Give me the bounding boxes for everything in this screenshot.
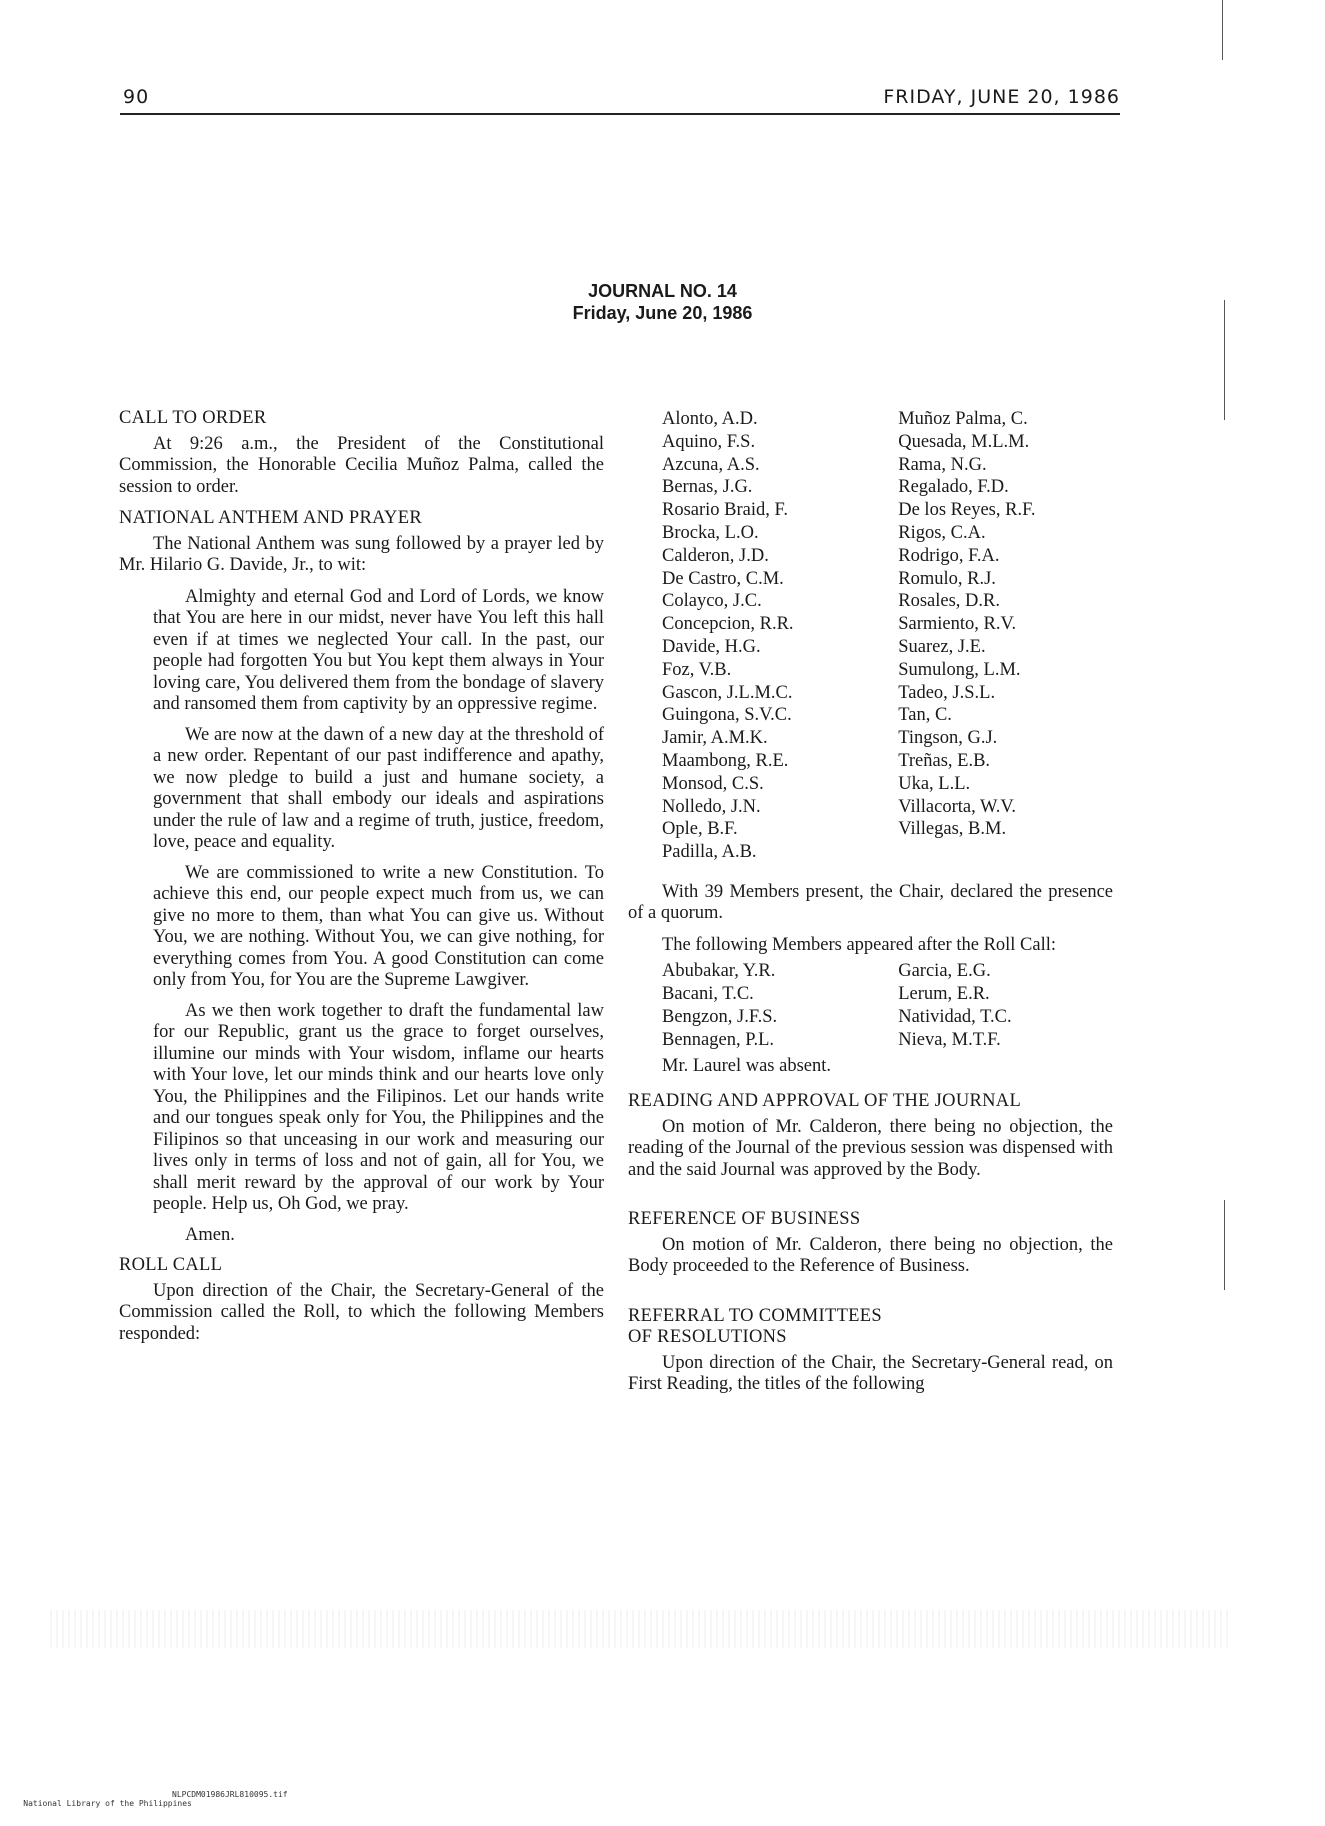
members-column-2 <box>898 408 1113 864</box>
footer-library: National Library of the Philippines <box>23 1799 192 1808</box>
member-name: Davide, H.G. <box>662 636 761 657</box>
scan-artifact <box>50 1610 1230 1648</box>
header-rule <box>120 113 1120 115</box>
prayer-paragraph: As we then work together to draft the fundamental law for our Republic, grant us the grace to forget ourselves, illumine our minds with Your wisdom, inflame our hearts with Your love, let our minds think and our hearts love only You, the Philippines and the Filipinos. Let our hands write and our tongues speak only for You, the Philippines and the Filipinos so that unceasing in our work and measuring our lives only in terms of loss and not of gain, all for You, we shall merit reward by the approval of our work by Your people. Help us, Oh God, we pray. <box>153 1000 604 1214</box>
journal-date: Friday, June 20, 1986 <box>572 303 753 323</box>
member-name: Aquino, F.S. <box>662 431 756 452</box>
journal-approval-text: On motion of Mr. Calderon, there being no objection, the reading of the Journal of the previous session was dispensed with and the said Journal was approved by the Body. <box>628 1116 1113 1180</box>
member-name: Colayco, J.C. <box>662 591 762 612</box>
member-name: Guingona, S.V.C. <box>662 705 792 726</box>
late-members-list <box>662 960 1113 1051</box>
prayer-amen: Amen. <box>185 1224 235 1245</box>
prayer-block <box>153 587 604 1247</box>
member-name: Nolledo, J.N. <box>662 796 761 817</box>
late-member-name: Bennagen, P.L. <box>662 1029 775 1050</box>
late-member-name: Bengzon, J.F.S. <box>662 1007 778 1028</box>
member-name: De los Reyes, R.F. <box>898 500 1036 521</box>
heading-call-to-order: CALL TO ORDER <box>119 408 267 428</box>
members-present-list <box>662 408 1113 864</box>
member-name: Alonto, A.D. <box>662 409 758 429</box>
member-name: Brocka, L.O. <box>662 522 759 543</box>
member-name: Jamir, A.M.K. <box>662 728 768 749</box>
member-name: De Castro, C.M. <box>662 568 784 589</box>
member-name: Quesada, M.L.M. <box>898 431 1030 452</box>
referral-text: Upon direction of the Chair, the Secretary-General read, on First Reading, the titles of the following <box>628 1352 1113 1395</box>
page-number: 90 <box>123 86 150 108</box>
member-name: Rama, N.G. <box>898 454 987 475</box>
heading-anthem-prayer: NATIONAL ANTHEM AND PRAYER <box>119 508 422 528</box>
scan-edge-line <box>1224 1200 1225 1290</box>
left-column <box>119 408 604 1355</box>
member-name: Tingson, G.J. <box>898 728 998 749</box>
scan-edge-line <box>1224 300 1225 420</box>
member-name: Azcuna, A.S. <box>662 454 760 475</box>
member-name: Calderon, J.D. <box>662 545 769 566</box>
member-name: Villegas, B.M. <box>898 819 1007 840</box>
right-column <box>628 408 1113 1406</box>
member-name: Rosario Braid, F. <box>662 500 788 521</box>
member-name: Rigos, C.A. <box>898 522 986 543</box>
member-name: Tadeo, J.S.L. <box>898 682 996 703</box>
member-name: Monsod, C.S. <box>662 773 764 794</box>
journal-number: JOURNAL NO. 14 <box>588 281 737 301</box>
member-name: Concepcion, R.R. <box>662 614 794 635</box>
footer-filename: NLPCDM01986JRL810095.tif <box>172 1790 288 1799</box>
member-name: Villacorta, W.V. <box>898 796 1016 817</box>
late-member-name: Abubakar, Y.R. <box>662 961 776 982</box>
prayer-paragraph: We are now at the dawn of a new day at the threshold of a new order. Repentant of our past indifference and apathy, we now pledge to build a just and humane society, a government that shall embody our ideals and aspirations under the rule of law and a regime of truth, justice, freedom, love, peace and equality. <box>153 724 604 852</box>
prayer-paragraph: Almighty and eternal God and Lord of Lords, we know that You are here in our midst, never have You left this hall even if at times we neglected Your call. In the past, our people had forgotten You but You kept them always in Your loving care, You delivered them from the bondage of slavery and ransomed them from captivity by an oppressive regime. <box>153 586 604 714</box>
header-date: FRIDAY, JUNE 20, 1986 <box>883 86 1120 108</box>
late-member-name: Lerum, E.R. <box>898 984 990 1005</box>
member-name: Bernas, J.G. <box>662 477 753 498</box>
member-name: Regalado, F.D. <box>898 477 1009 498</box>
reference-text: On motion of Mr. Calderon, there being no objection, the Body proceeded to the Reference of Business. <box>628 1234 1113 1277</box>
member-name: Uka, L.L. <box>898 773 971 794</box>
late-members-text: The following Members appeared after the Roll Call: <box>662 934 1057 955</box>
member-name: Padilla, A.B. <box>662 842 757 863</box>
late-column-1 <box>662 960 898 1051</box>
member-name: Foz, V.B. <box>662 659 732 680</box>
journal-title <box>0 280 1325 324</box>
absent-text: Mr. Laurel was absent. <box>662 1055 832 1076</box>
heading-journal-approval: READING AND APPROVAL OF THE JOURNAL <box>628 1091 1022 1112</box>
member-name: Sarmiento, R.V. <box>898 614 1017 635</box>
roll-call-text: Upon direction of the Chair, the Secretary-General of the Commission called the Roll, to which the following Members responded: <box>119 1280 604 1344</box>
member-name: Sumulong, L.M. <box>898 659 1021 680</box>
scan-footer <box>4 1790 288 1826</box>
late-member-name: Garcia, E.G. <box>898 961 991 982</box>
late-column-2 <box>898 960 1113 1051</box>
member-name: Ople, B.F. <box>662 819 738 840</box>
late-member-name: Natividad, T.C. <box>898 1007 1012 1028</box>
anthem-text: The National Anthem was sung followed by a prayer led by Mr. Hilario G. Davide, Jr., to wit: <box>119 533 604 575</box>
heading-roll-call: ROLL CALL <box>119 1255 223 1275</box>
late-member-name: Bacani, T.C. <box>662 984 754 1005</box>
members-column-1 <box>662 408 898 864</box>
quorum-text: With 39 Members present, the Chair, declared the presence of a quorum. <box>628 881 1113 924</box>
late-member-name: Nieva, M.T.F. <box>898 1029 1001 1050</box>
heading-referral-line-2: OF RESOLUTIONS <box>628 1327 787 1348</box>
call-to-order-text: At 9:26 a.m., the President of the Constitutional Commission, the Honorable Cecilia Muñoz Palma, called the session to order. <box>119 433 604 497</box>
member-name: Romulo, R.J. <box>898 568 996 589</box>
prayer-paragraph: We are commissioned to write a new Constitution. To achieve this end, our people expect much from us, we can give no more to them, than what You can give us. Without You, we are nothing. Without You, we can give nothing, for everything comes from You. A good Constitution can come only from You, for You are the Supreme Lawgiver. <box>153 862 604 990</box>
heading-referral-line-1: REFERRAL TO COMMITTEES <box>628 1305 882 1326</box>
member-name: Rodrigo, F.A. <box>898 545 1000 566</box>
member-name: Treñas, E.B. <box>898 750 991 771</box>
member-name: Suarez, J.E. <box>898 636 986 657</box>
member-name: Muñoz Palma, C. <box>898 409 1028 429</box>
member-name: Gascon, J.L.M.C. <box>662 682 793 703</box>
member-name: Tan, C. <box>898 705 952 726</box>
member-name: Rosales, D.R. <box>898 591 1000 612</box>
scan-edge-line <box>1222 0 1223 60</box>
member-name: Maambong, R.E. <box>662 750 789 771</box>
page-header <box>120 86 1120 116</box>
heading-reference-of-business: REFERENCE OF BUSINESS <box>628 1209 861 1230</box>
